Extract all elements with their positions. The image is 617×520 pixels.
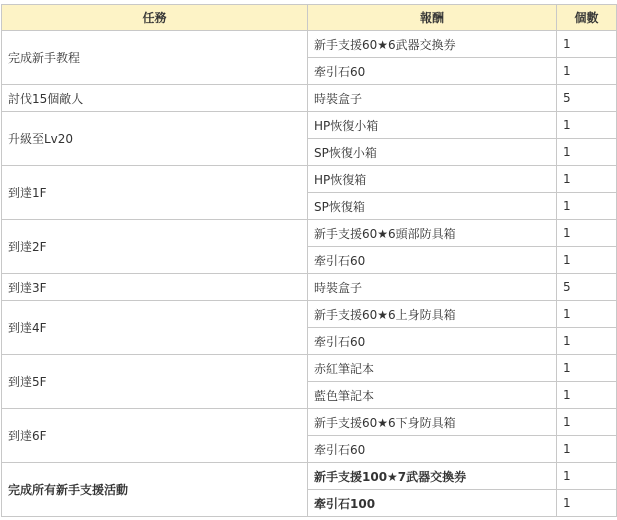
- reward-item-cell: 新手支援60★6武器交換券: [308, 31, 557, 58]
- table-row: [2, 85, 617, 112]
- reward-count-cell: 1: [557, 301, 617, 328]
- reward-count-cell: 1: [557, 58, 617, 85]
- reward-item-cell: HP恢復小箱: [308, 112, 557, 139]
- header-count: 個數: [557, 5, 617, 31]
- reward-count-cell: 1: [557, 139, 617, 166]
- reward-count-cell: 1: [557, 382, 617, 409]
- reward-count-cell: 1: [557, 220, 617, 247]
- reward-item-cell: HP恢復箱: [308, 166, 557, 193]
- reward-item-cell: 赤紅筆記本: [308, 355, 557, 382]
- table-row: [2, 355, 617, 382]
- task-name-cell: 到達6F: [2, 409, 308, 463]
- reward-table: [1, 4, 617, 517]
- reward-item-cell: 牽引石60: [308, 436, 557, 463]
- header-task: 任務: [2, 5, 308, 31]
- reward-count-cell: 1: [557, 166, 617, 193]
- reward-item-cell: 新手支援60★6上身防具箱: [308, 301, 557, 328]
- task-name-cell: 到達5F: [2, 355, 308, 409]
- reward-item-cell: 牽引石60: [308, 58, 557, 85]
- task-name-cell: 升級至Lv20: [2, 112, 308, 166]
- reward-item-cell: 時裝盒子: [308, 85, 557, 112]
- task-name-cell: 到達3F: [2, 274, 308, 301]
- reward-count-cell: 1: [557, 409, 617, 436]
- task-name-cell: 到達1F: [2, 166, 308, 220]
- reward-count-cell: 1: [557, 193, 617, 220]
- task-name-cell: 討伐15個敵人: [2, 85, 308, 112]
- reward-item-cell: 新手支援100★7武器交換券: [308, 463, 557, 490]
- reward-count-cell: 1: [557, 31, 617, 58]
- reward-item-cell: 牽引石60: [308, 328, 557, 355]
- table-row: [2, 31, 617, 58]
- table-header-row: [2, 5, 617, 31]
- reward-item-cell: 牽引石60: [308, 247, 557, 274]
- reward-count-cell: 1: [557, 490, 617, 517]
- reward-count-cell: 1: [557, 355, 617, 382]
- table-row: [2, 220, 617, 247]
- reward-item-cell: 時裝盒子: [308, 274, 557, 301]
- reward-count-cell: 1: [557, 328, 617, 355]
- reward-count-cell: 1: [557, 112, 617, 139]
- table-row: [2, 112, 617, 139]
- table-row: [2, 166, 617, 193]
- header-reward: 報酬: [308, 5, 557, 31]
- task-name-cell: 完成所有新手支援活動: [2, 463, 308, 517]
- reward-count-cell: 1: [557, 436, 617, 463]
- table-row: [2, 301, 617, 328]
- reward-item-cell: 藍色筆記本: [308, 382, 557, 409]
- table-row: [2, 274, 617, 301]
- task-name-cell: 到達2F: [2, 220, 308, 274]
- reward-item-cell: 新手支援60★6頭部防具箱: [308, 220, 557, 247]
- reward-count-cell: 1: [557, 247, 617, 274]
- table-row: [2, 463, 617, 490]
- reward-item-cell: 新手支援60★6下身防具箱: [308, 409, 557, 436]
- reward-item-cell: SP恢復小箱: [308, 139, 557, 166]
- task-name-cell: 完成新手教程: [2, 31, 308, 85]
- table-body: [2, 31, 617, 517]
- reward-count-cell: 5: [557, 274, 617, 301]
- task-name-cell: 到達4F: [2, 301, 308, 355]
- reward-table-container: [1, 4, 617, 517]
- reward-item-cell: 牽引石100: [308, 490, 557, 517]
- table-row: [2, 409, 617, 436]
- reward-count-cell: 1: [557, 463, 617, 490]
- reward-count-cell: 5: [557, 85, 617, 112]
- reward-item-cell: SP恢復箱: [308, 193, 557, 220]
